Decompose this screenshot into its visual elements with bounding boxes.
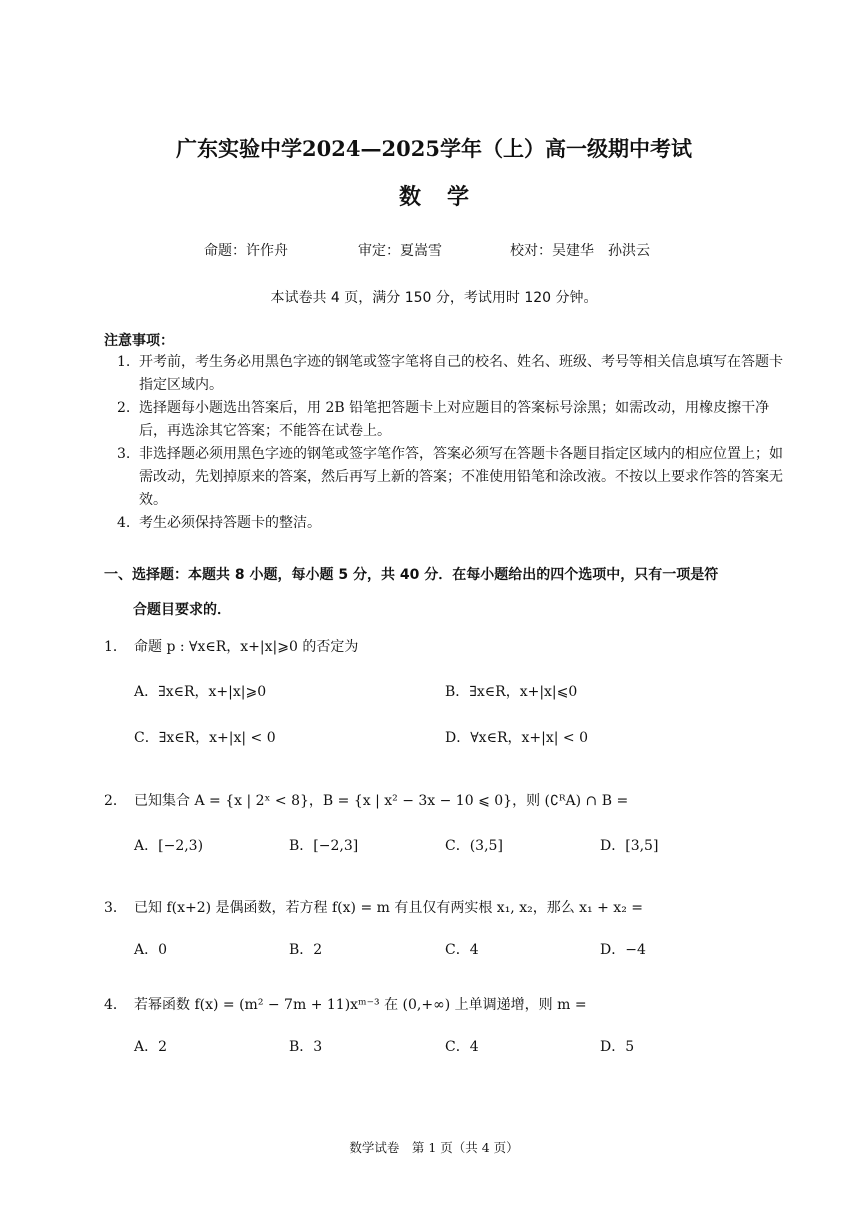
option-c: C．∃x∈R，x+|x| < 0: [134, 730, 276, 746]
question-number: 1．: [104, 639, 127, 655]
option-a: A．0: [134, 942, 168, 958]
question-number: 4．: [104, 997, 127, 1013]
option-d: D．[3,5]: [600, 838, 659, 854]
exam-title: 广东实验中学2024—2025学年（上）高一级期中考试: [176, 136, 692, 161]
option-b: B．[−2,3]: [289, 838, 359, 854]
page-footer: 数学试卷 第 1 页（共 4 页）: [349, 1140, 519, 1155]
option-d: D．5: [600, 1039, 635, 1055]
credit-proofreaders: 校对：吴建华 孙洪云: [510, 243, 650, 259]
exam-page: 广东实验中学2024—2025学年（上）高一级期中考试 数学 命题：许作舟 审定：夏嵩雪 校对：吴建华 孙洪云 本试卷共 4 页，满分 150 分，考试用时 120 分钟。 注意事项： 1. 开考前，考生务必用黑色字迹的钢笔或签字笔将自己的校名、姓名、班级、考号等相关信息填写在答题卡指定区域内。 2. 选择题每小题选出答案后，用 2B 铅笔把答题卡上对应题目的答案标号涂黑；如需改动，用橡皮擦干净后，再选涂其它答案；不能答在试卷上。 3. 非选择题必须用黑色字迹的钢笔或签字笔作答，答案必须写在答题卡各题目指定区域内的相应位置上；如需改动，先划掉原来的答案，然后再写上新的答案；不准使用铅笔和涂改液。不按以上要求作答的答案无效。 4. 考生必须保持答题卡的整洁。 一、选择题：本题共 8 小题，每小题 5 分，共 40 分．在每小题给出的四个选项中，只有一项是符 合题目要求的． 1． 命题 p : ∀x∈R，x+|x|⩾0 的否定为 A．∃x∈R，x+|x|⩾0 B．∃x∈R，x+|x|⩽0 C．∃x∈R，x+|x| < 0 D．∀x∈R，x+|x| < 0 2． 已知集合 A = {x | 2ˣ < 8}，B = {x | x² − 3x − 10 ⩽ 0}，则 (∁ᴿA) ∩ B = A．[−2,3) B．[−2,3] C．(3,5] D．[3,5] 3． 已知 f(x+2) 是偶函数，若方程 f(x) = m 有且仅有两实根 x₁, x₂，那么 x₁ + x₂ = A．0 B．2 C．4 D．−4 4． 若幂函数 f(x) = (m² − 7m + 11)xᵐ⁻³ 在 (0,+∞) 上单调递增，则 m = A．2 B．3 C．4 D．5 数学试卷 第 1 页（共 4 页）: [0, 0, 868, 1227]
option-b: B．3: [289, 1039, 323, 1055]
credit-setter: 命题：许作舟: [204, 243, 288, 259]
credit-reviewer: 审定：夏嵩雪: [358, 243, 442, 259]
section-heading-cont: 合题目要求的．: [133, 602, 231, 618]
question-stem: 已知集合 A = {x | 2ˣ < 8}，B = {x | x² − 3x − 10 ⩽ 0}，则 (∁ᴿA) ∩ B =: [134, 793, 629, 809]
option-a: A．2: [134, 1039, 168, 1055]
option-c: C．4: [445, 1039, 479, 1055]
question-stem: 命题 p : ∀x∈R，x+|x|⩾0 的否定为: [134, 639, 359, 655]
question-stem: 已知 f(x+2) 是偶函数，若方程 f(x) = m 有且仅有两实根 x₁, x₂，那么 x₁ + x₂ =: [134, 900, 643, 916]
option-c: C．(3,5]: [445, 838, 503, 854]
exam-subject: 数学: [398, 184, 495, 210]
notice-heading: 注意事项：: [104, 333, 174, 349]
question-stem: 若幂函数 f(x) = (m² − 7m + 11)xᵐ⁻³ 在 (0,+∞) 上单调递增，则 m =: [134, 997, 587, 1013]
option-b: B．∃x∈R，x+|x|⩽0: [445, 684, 578, 700]
option-c: C．4: [445, 942, 479, 958]
option-d: D．∀x∈R，x+|x| < 0: [445, 730, 588, 746]
exam-info: 本试卷共 4 页，满分 150 分，考试用时 120 分钟。: [270, 290, 598, 306]
option-a: A．∃x∈R，x+|x|⩾0: [134, 684, 267, 700]
option-b: B．2: [289, 942, 323, 958]
option-d: D．−4: [600, 942, 646, 958]
option-a: A．[−2,3): [134, 838, 204, 854]
section-heading: 一、选择题：本题共 8 小题，每小题 5 分，共 40 分．在每小题给出的四个选项中，只有一项是符: [104, 567, 719, 583]
question-number: 2．: [104, 793, 127, 809]
question-number: 3．: [104, 900, 127, 916]
